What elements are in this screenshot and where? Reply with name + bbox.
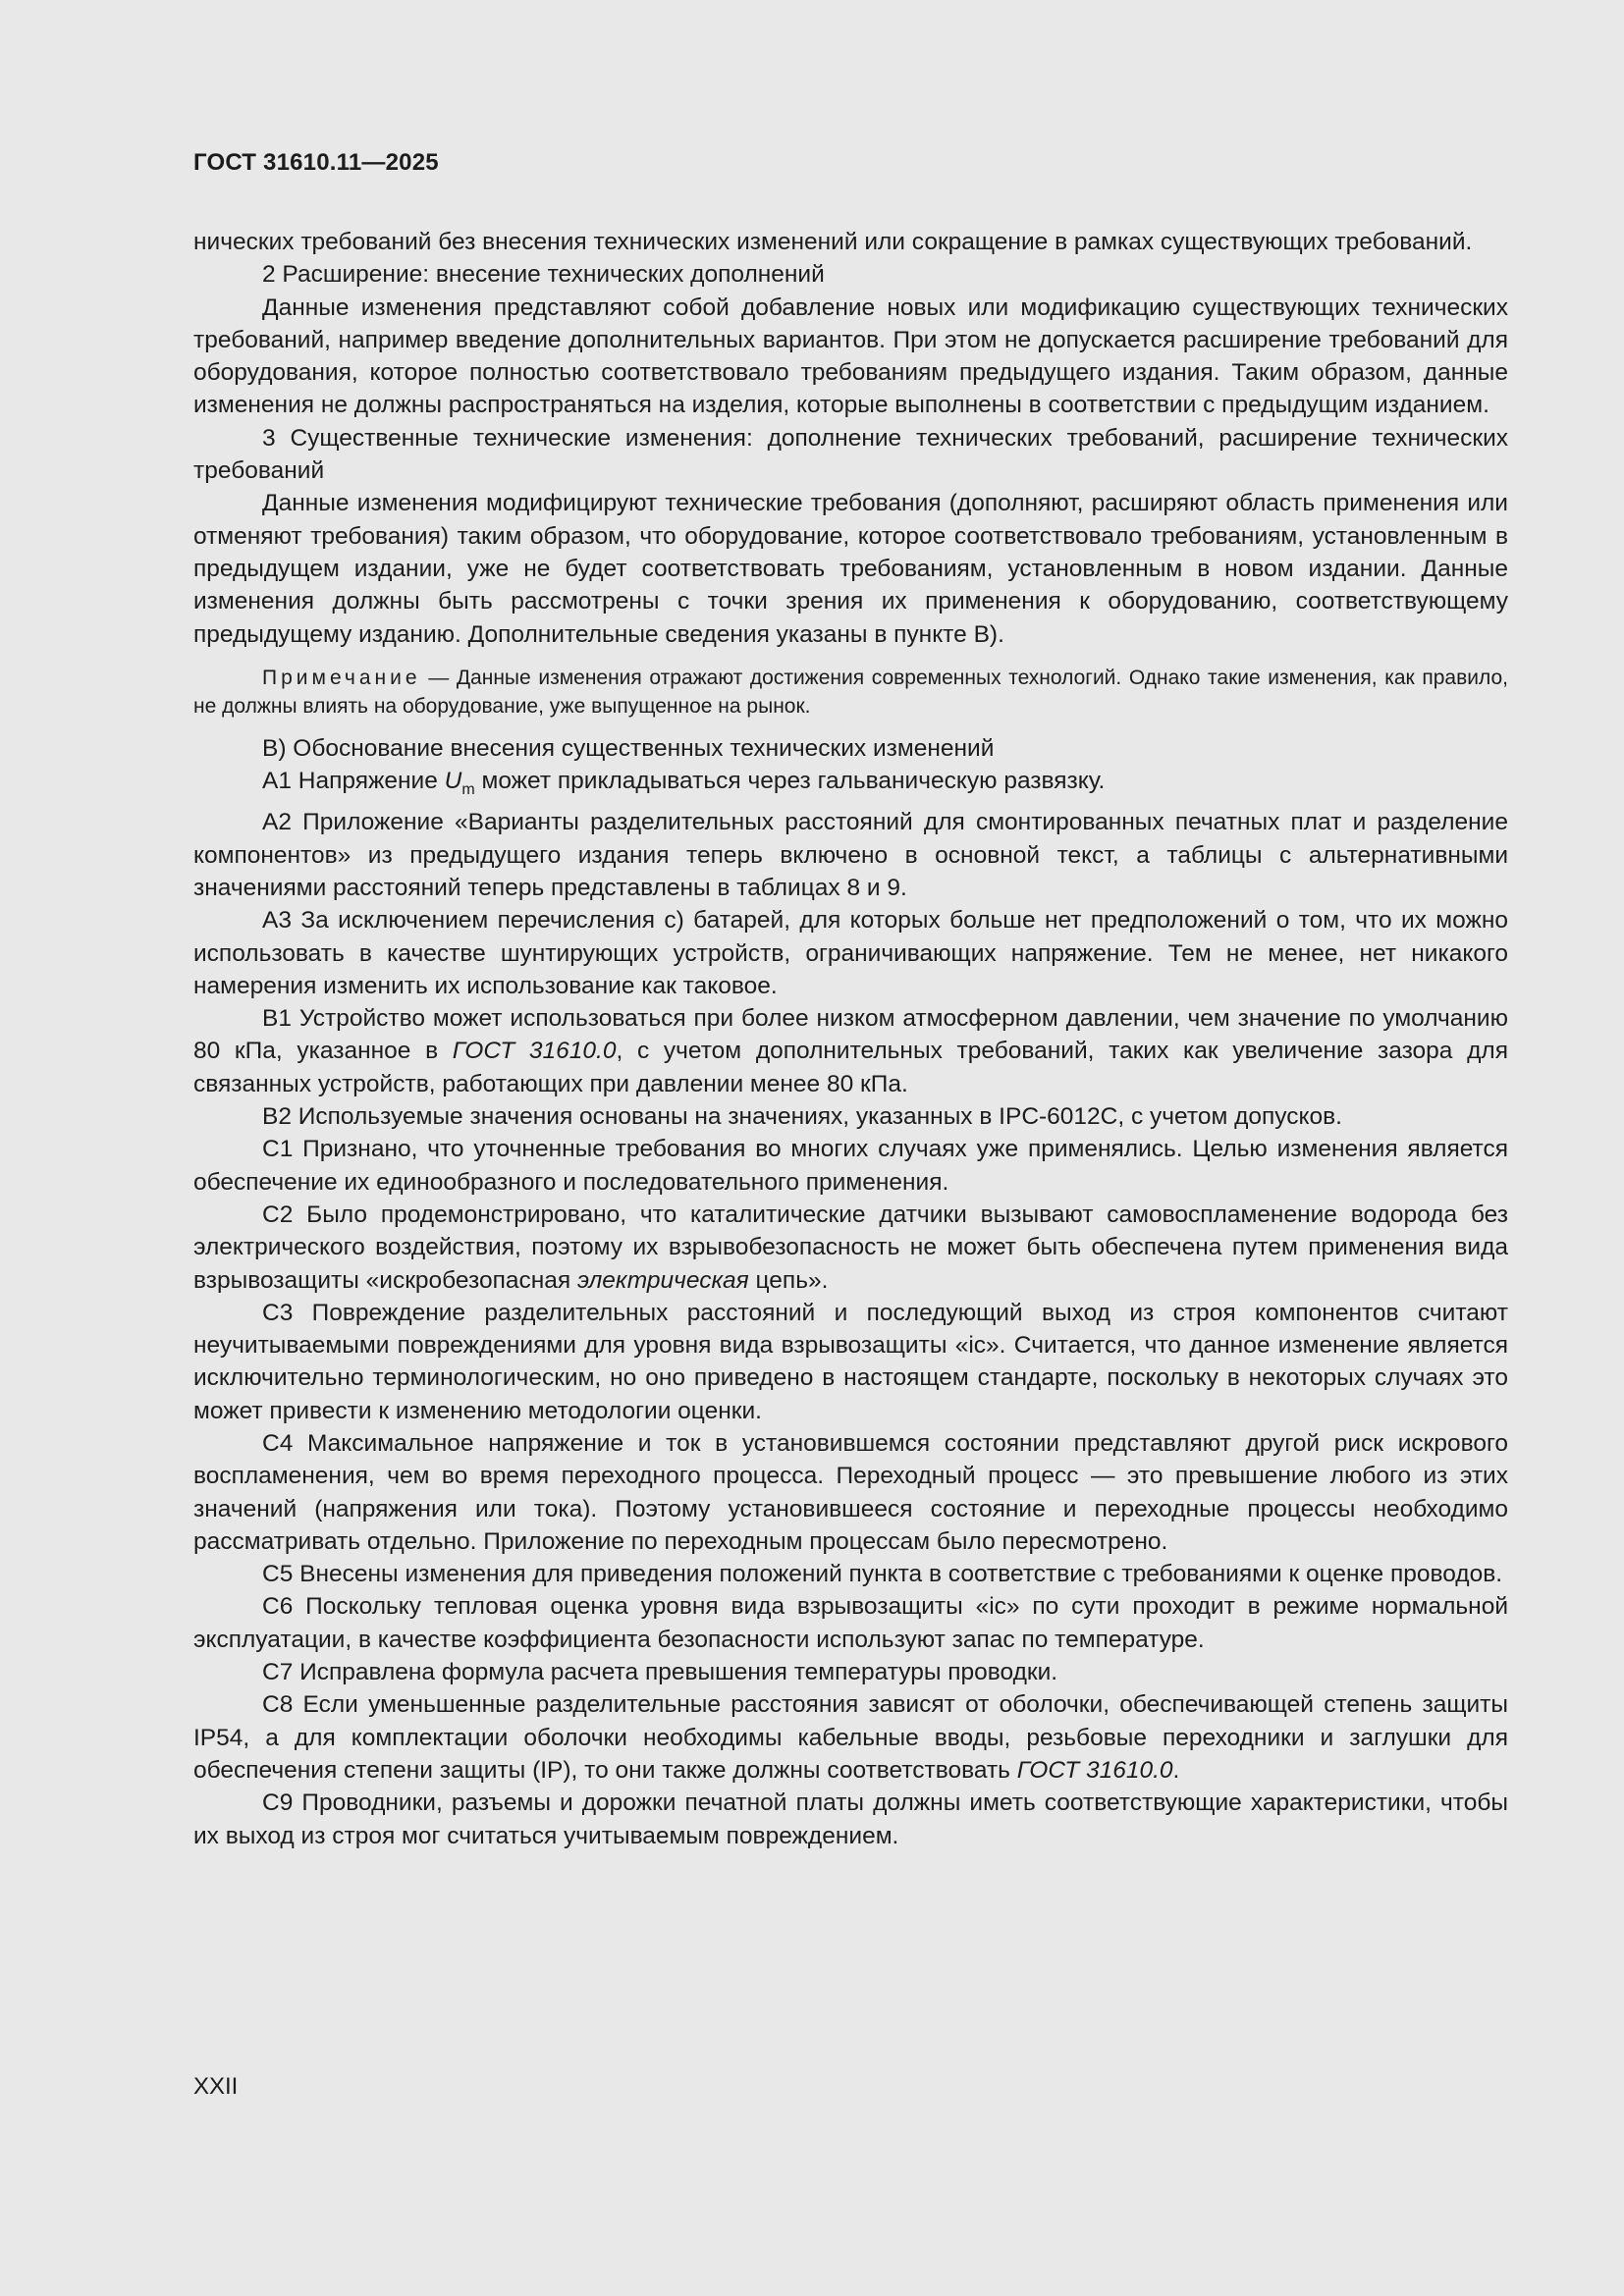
a1-voltage-symbol: U	[444, 768, 462, 795]
item-c5: С5 Внесены изменения для приведения положений пункта в соответствие с требованиями к оценке проводов.	[262, 1561, 1503, 1588]
page-number: XXII	[193, 2073, 239, 2100]
section-b-title: В) Обоснование внесения существенных технических изменений	[262, 734, 995, 762]
item-c3: С3 Повреждение разделительных расстояний и последующий выход из строя компонентов считают неучитываемыми повреждениями для уровня вида взрывозащиты «ic». Считается, что данное изменение является исключительно терминологическим, но оно приведено в настоящем стандарте, поскольку в некоторых случаях это может привести к изменению методологии оценки.	[193, 1299, 1508, 1424]
c8-text-start: С8 Если уменьшенные разделительные расстояния зависят от оболочки, обеспечивающей степень защиты IP54, а для комплектации оболочки необходимы кабельные вводы, резьбовые переходники и заглушки для обеспечения степени защиты (IP), то они также должны соответствовать	[193, 1691, 1508, 1784]
c2-emphasis: электрическая	[576, 1266, 749, 1294]
item-b2: В2 Используемые значения основаны на значениях, указанных в IPC-6012C, с учетом допусков.	[262, 1103, 1342, 1131]
document-body	[193, 226, 1508, 1852]
item-c9: С9 Проводники, разъемы и дорожки печатной платы должны иметь соответствующие характеристики, чтобы их выход из строя мог считаться учитываемым повреждением.	[193, 1789, 1508, 1849]
b1-standard-ref: ГОСТ 31610.0	[452, 1038, 617, 1065]
item-2-text: Данные изменения представляют собой добавление новых или модификацию существующих технических требований, например введение дополнительных вариантов. При этом не допускается расширение требований для оборудования, которое полностью соответствовало требованиям предыдущего издания. Таким образом, данные изменения не должны распространяться на изделия, которые выполнены в соответствии с предыдущим изданием.	[193, 294, 1508, 419]
item-b1	[193, 1002, 1508, 1100]
item-3-text: Данные изменения модифицируют технические требования (дополняют, расширяют область применения или отменяют требования) таким образом, что оборудование, которое соответствовало требованиям, установленным в предыдущем издании, уже не будет соответствовать требованиям, установленным в новом издании. Данные изменения должны быть рассмотрены с точки зрения их применения к оборудованию, соответствующему предыдущему изданию. Дополнительные сведения указаны в пункте В).	[193, 490, 1508, 648]
item-3-title: 3 Существенные технические изменения: дополнение технических требований, расширение технических требований	[193, 424, 1508, 485]
note-paragraph	[193, 664, 1508, 721]
item-c7: С7 Исправлена формула расчета превышения температуры проводки.	[262, 1659, 1058, 1686]
item-c2	[193, 1199, 1508, 1297]
a1-voltage-subscript: m	[461, 781, 475, 799]
a1-text-start: А1 Напряжение	[262, 768, 445, 795]
item-a2: А2 Приложение «Варианты разделительных расстояний для смонтированных печатных плат и разделение компонентов» из предыдущего издания теперь включено в основной текст, а таблицы с альтернативными значениями расстояний теперь представлены в таблицах 8 и 9.	[193, 809, 1508, 901]
paragraph-continuation: нических требований без внесения технических изменений или сокращение в рамках существующих требований.	[193, 229, 1473, 255]
c8-standard-ref: ГОСТ 31610.0	[1016, 1756, 1173, 1784]
b1-text-start: В1 Устройство может использоваться при более низком атмосферном давлении, чем значение по умолчанию 80 кПа, указанное в	[193, 1005, 1508, 1065]
item-c4: С4 Максимальное напряжение и ток в установившемся состоянии представляют другой риск искрового воспламенения, чем во время переходного процесса. Переходный процесс — это превышение любого из этих значений (напряжения или тока). Поэтому установившееся состояние и переходные процессы необходимо рассматривать отдельно. Приложение по переходным процессам было пересмотрено.	[193, 1429, 1508, 1555]
item-2-title: 2 Расширение: внесение технических дополнений	[262, 261, 825, 289]
c8-text-end: .	[1172, 1756, 1180, 1784]
b1-text-end: , с учетом дополнительных требований, таких как увеличение зазора для связанных устройств, работающих при давлении менее 80 кПа.	[193, 1038, 1508, 1097]
item-c6: С6 Поскольку тепловая оценка уровня вида взрывозащиты «ic» по сути проходит в режиме нормальной эксплуатации, в качестве коэффициента безопасности используют запас по температуре.	[193, 1593, 1508, 1653]
note-label: Примечание	[262, 666, 421, 689]
c2-text-start: С2 Было продемонстрировано, что каталитические датчики вызывают самовоспламенение водорода без электрического воздействия, поэтому их взрывобезопасность не может быть обеспечена путем применения вида взрывозащиты «искробезопасная	[193, 1201, 1508, 1294]
item-a3: А3 За исключением перечисления с) батарей, для которых больше нет предположений о том, что их можно использовать в качестве шунтирующих устройств, ограничивающих напряжение. Тем не менее, нет никакого намерения изменить их использование как таковое.	[193, 907, 1508, 999]
item-c8	[193, 1688, 1508, 1787]
item-c1: С1 Признано, что уточненные требования во многих случаях уже применялись. Целью изменения является обеспечение их единообразного и последовательного применения.	[193, 1136, 1508, 1196]
item-a1	[193, 765, 1508, 806]
document-header: ГОСТ 31610.11—2025	[193, 149, 439, 176]
note-text: — Данные изменения отражают достижения современных технологий. Однако такие изменения, как правило, не должны влиять на оборудование, уже выпущенное на рынок.	[193, 666, 1508, 718]
a1-text-end: может прикладываться через гальваническую развязку.	[474, 768, 1106, 795]
c2-text-end: цепь».	[748, 1266, 829, 1294]
